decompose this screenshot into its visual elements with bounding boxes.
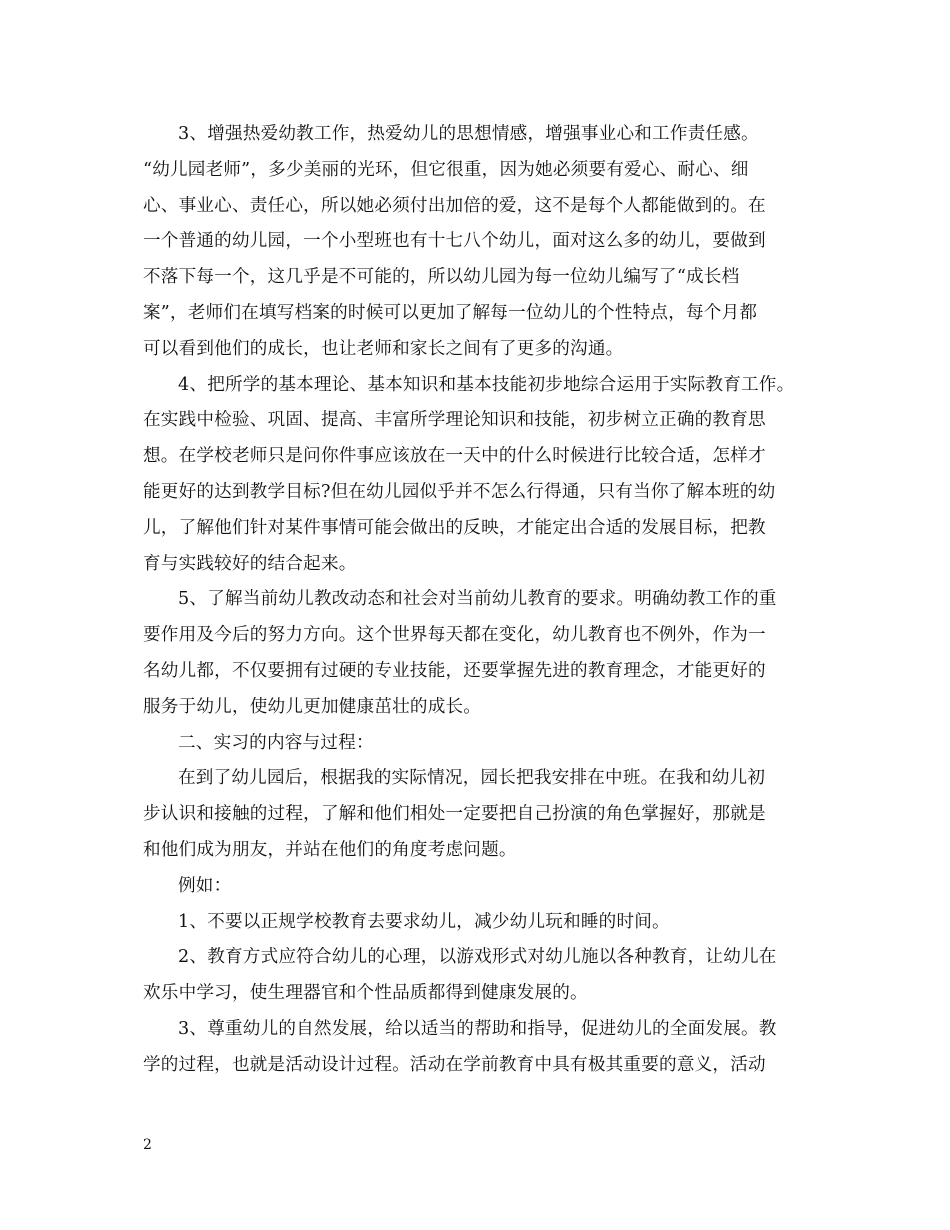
text-line: 例如： (178, 875, 232, 896)
document-body (143, 117, 813, 1084)
text-line: 2、教育方式应符合幼儿的心理，以游戏形式对幼儿施以各种教育，让幼儿在 (178, 947, 777, 968)
text-line: 在实践中检验、巩固、提高、丰富所学理论知识和技能，初步树立正确的教育思 (143, 410, 766, 431)
text-line: 4、把所学的基本理论、基本知识和基本技能初步地综合运用于实际教育工作。 (178, 374, 795, 395)
text-line: 1、不要以正规学校教育去要求幼儿，减少幼儿玩和睡的时间。 (178, 911, 670, 932)
text-line: 在到了幼儿园后，根据我的实际情况，园长把我安排在中班。在我和幼儿初 (178, 768, 766, 789)
text-line: 3、增强热爱幼教工作，热爱幼儿的思想情感，增强事业心和工作责任感。 (178, 124, 759, 144)
text-line: 学的过程，也就是活动设计过程。活动在学前教育中具有极其重要的意义，活动 (143, 1054, 766, 1075)
text-line: 案”，老师们在填写档案的时候可以更加了解每一位幼儿的个性特点，每个月都 (143, 302, 758, 323)
text-line: 欢乐中学习，使生理器官和个性品质都得到健康发展的。 (143, 983, 588, 1004)
text-line: 3、尊重幼儿的自然发展，给以适当的帮助和指导，促进幼儿的全面发展。教 (178, 1018, 777, 1039)
text-line: 和他们成为朋友，并站在他们的角度考虑问题。 (143, 839, 517, 860)
text-line: 5、了解当前幼儿教改动态和社会对当前幼儿教育的要求。明确幼教工作的重 (178, 589, 777, 610)
page-number: 2 (143, 1137, 152, 1153)
text-line: 名幼儿都，不仅要拥有过硬的专业技能，还要掌握先进的教育理念，才能更好的 (143, 660, 766, 681)
text-line: 二、实习的内容与过程： (178, 732, 374, 753)
text-line: 服务于幼儿，使幼儿更加健康茁壮的成长。 (143, 696, 482, 717)
text-line: 心、事业心、责任心，所以她必须付出加倍的爱，这不是每个人都能做到的。在 (143, 195, 766, 216)
text-line: 一个普通的幼儿园，一个小型班也有十七八个幼儿，面对这么多的幼儿，要做到 (143, 231, 766, 252)
text-line: 步认识和接触的过程，了解和他们相处一定要把自己扮演的角色掌握好，那就是 (143, 804, 766, 825)
text-line: 儿，了解他们针对某件事情可能会做出的反映，才能定出合适的发展目标，把教 (143, 517, 766, 538)
text-line: 想。在学校老师只是问你件事应该放在一天中的什么时候进行比较合适，怎样才 (143, 446, 766, 467)
text-line: 育与实践较好的结合起来。 (143, 553, 357, 574)
text-line: 能更好的达到教学目标?但在幼儿园似乎并不怎么行得通，只有当你了解本班的幼 (143, 481, 776, 502)
text-line: “幼儿园老师”，多少美丽的光环，但它很重，因为她必须要有爱心、耐心、细 (143, 159, 749, 180)
text-line: 可以看到他们的成长，也让老师和家长之间有了更多的沟通。 (143, 338, 624, 359)
text-line: 要作用及今后的努力方向。这个世界每天都在变化，幼儿教育也不例外，作为一 (143, 625, 766, 646)
text-line: 不落下每一个，这几乎是不可能的，所以幼儿园为每一位幼儿编写了“成长档 (143, 267, 740, 288)
